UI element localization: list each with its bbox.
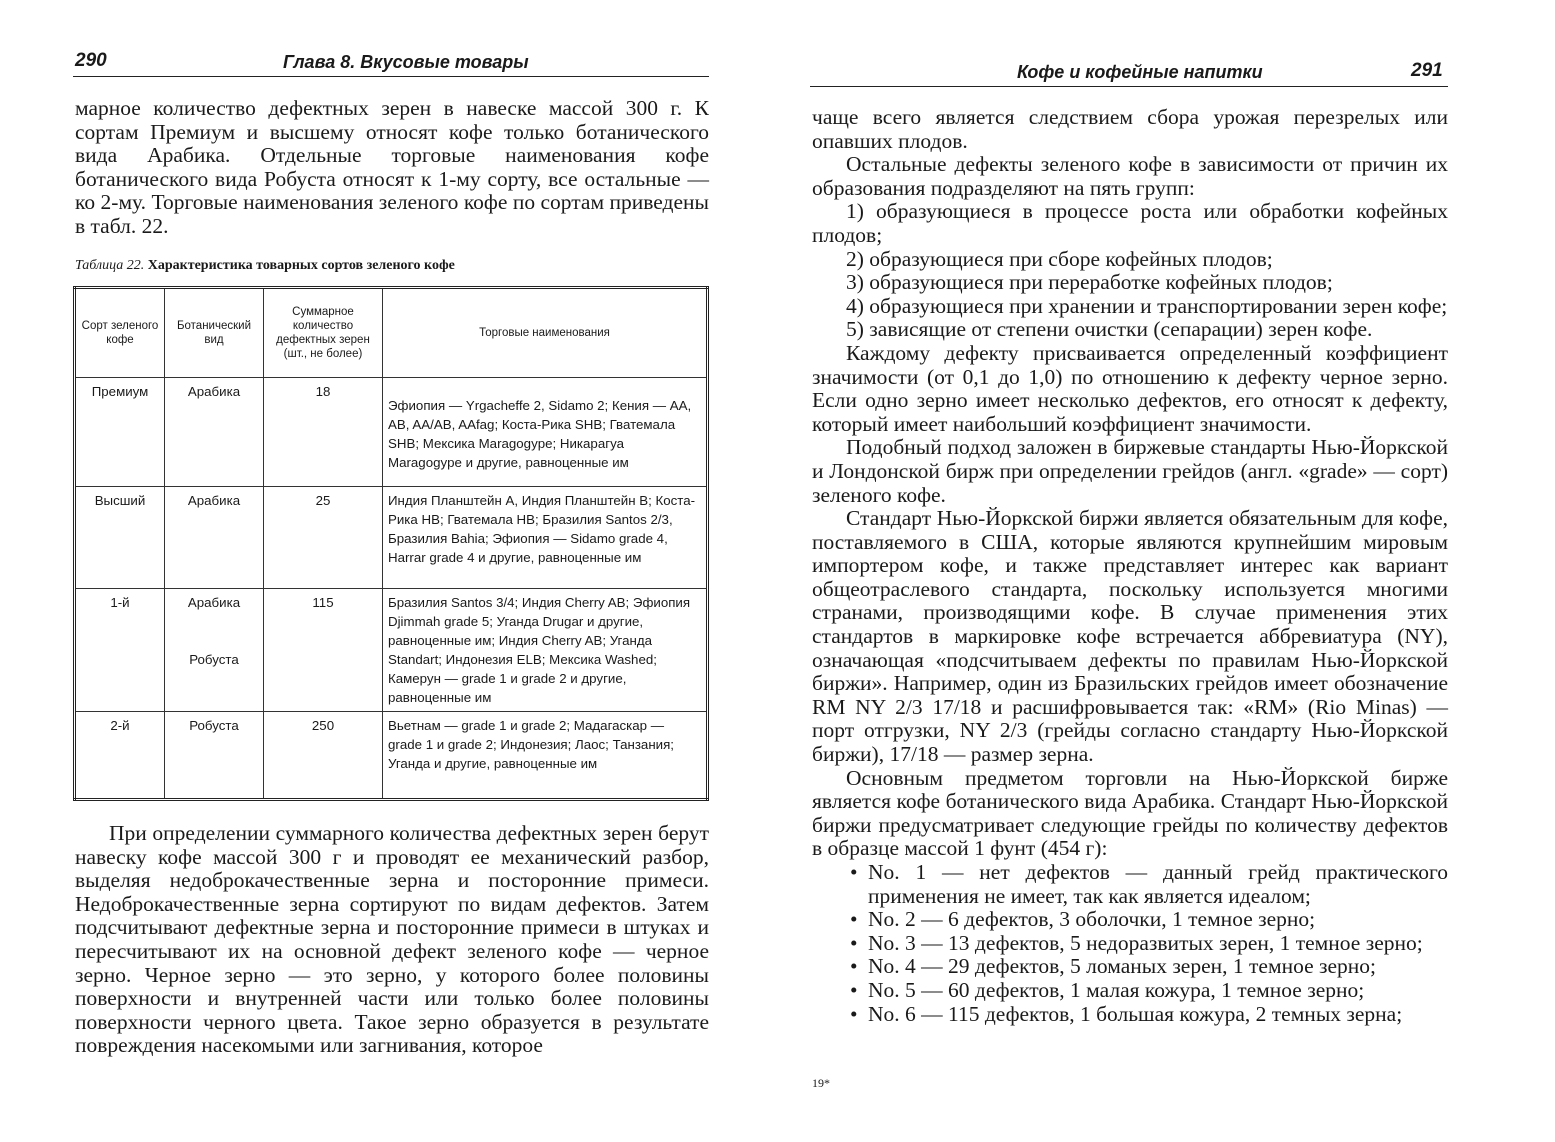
list-item: • No. 3 — 13 дефектов, 5 недоразвитых зерен, 1 темное зерно; <box>812 932 1448 956</box>
signature-mark: 19* <box>812 1076 830 1090</box>
header-defects: Суммарное количество дефектных зерен (шт., не более) <box>264 288 383 378</box>
group-item: 2) образующиеся при сборе кофейных плодов; <box>846 246 1273 271</box>
group-item: 3) образующиеся при переработке кофейных плодов; <box>846 270 1333 295</box>
list-item: • No. 5 — 60 дефектов, 1 малая кожура, 1 темное зерно; <box>812 979 1448 1003</box>
page-number-left: 290 <box>75 50 107 71</box>
cell-species: Арабика <box>187 595 241 610</box>
header-species: Ботанический вид <box>165 288 264 378</box>
list-item: • No. 1 — нет дефектов — данный грейд практического применения не имеет, так как является идеалом; <box>812 861 1448 908</box>
table-row <box>75 378 708 487</box>
header-grade: Сорт зеленого кофе <box>75 288 165 378</box>
cell-trade-names: Вьетнам — grade 1 и grade 2; Мадагаскар — grade 1 и grade 2; Индонезия; Лаос; Танзания; Уганда и другие, равноценные им <box>383 712 708 800</box>
cell-species: Арабика <box>165 378 264 487</box>
list-item: • No. 6 — 115 дефектов, 1 большая кожура, 2 темных зерна; <box>812 1003 1448 1027</box>
cell-defects: 25 <box>264 487 383 589</box>
cell-species: Робуста <box>165 712 264 800</box>
right-body <box>812 106 1448 1026</box>
paragraph-3: Каждому дефекту присваивается определенный коэффициент значимости (от 0,1 до 1,0) по отношению к дефекту черное зерно. Если одно зерно имеет несколько дефектов, его относят к дефекту, который имеет наибольший коэффициент значимости. <box>812 340 1448 436</box>
group-item: 5) зависящие от степени очистки (сепарации) зерен кофе. <box>846 317 1373 342</box>
grades-table <box>73 286 709 801</box>
left-page <box>0 0 770 1142</box>
table-header-row <box>75 288 708 378</box>
table-caption <box>75 258 455 274</box>
header-rule-left <box>73 76 709 77</box>
paragraph-4: Подобный подход заложен в биржевые стандарты Нью-Йоркской и Лондонской бирж при определении грейдов (англ. «grade» — сорт) зеленого кофе. <box>812 435 1448 507</box>
paragraph-5: Стандарт Нью-Йоркской биржи является обязательным для кофе, поставляемого в США, которые являются крупнейшим мировым импортером кофе, и также представляет интерес как вариант общеотраслевого стандарта, поскольку используется многими странами, производящими кофе. В случае применения этих стандартов в маркировке кофе встречается аббревиатура (NY), означающая «подсчитываем дефекты по правилам Нью-Йоркской биржи». Например, один из Бразильских грейдов имеет обозначение RM NY 2/3 17/18 и расшифровывается так: «RM» (Rio Minas) — порт отгрузки, NY 2/3 (грейды согласно стандарту Нью-Йоркской биржи), 17/18 — размер зерна. <box>812 506 1448 767</box>
paragraph-6: Основным предметом торговли на Нью-Йоркской бирже является кофе ботанического вида Арабика. Стандарт Нью-Йоркской биржи предусматривает следующие грейды по количеству дефектов в образце массой 1 фунт (454 г): <box>812 765 1448 861</box>
cell-species-second: Робуста <box>189 652 239 667</box>
list-item: • No. 4 — 29 дефектов, 5 ломаных зерен, 1 темное зерно; <box>812 955 1448 979</box>
running-head-right: Кофе и кофейные напитки <box>1017 62 1263 82</box>
table-row <box>75 712 708 800</box>
cell-defects: 250 <box>264 712 383 800</box>
cell-defects: 18 <box>264 378 383 487</box>
cell-grade: 2-й <box>75 712 165 800</box>
table-row <box>75 589 708 712</box>
group-item: 4) образующиеся при хранении и транспортировании зерен кофе; <box>846 293 1448 318</box>
paragraph-top-text: марное количество дефектных зерен в навеске массой 300 г. К сортам Премиум и высшему относят кофе только ботанического вида Арабика. Отдельные торговые наименования кофе ботанического вида Робуста относят к 1-му сорту, все остальные — ко 2-му. Торговые наименования зеленого кофе по сортам приведены в табл. 22. <box>75 96 709 238</box>
table-caption-label: Таблица 22. <box>75 258 145 273</box>
group-item: 1) образующиеся в процессе роста или обработки кофейных плодов; <box>812 199 1448 247</box>
cell-trade-names: Индия Планштейн А, Индия Планштейн В; Коста-Рика HB; Гватемала HB; Бразилия Santos 2/3, Бразилия Bahia; Эфиопия — Sidamo grade 4, Harrar grade 4 и другие, равноценные им <box>383 487 708 589</box>
paragraph-bottom-text: При определении суммарного количества дефектных зерен берут навеску кофе массой 300 г и проводят ее механический разбор, выделяя недоброкачественные зерна и посторонние примеси. Недоброкачественные зерна сортируют по видам дефектов. Затем подсчитывают дефектные зерна и посторонние примеси в штуках и пересчитывают их на основной дефект зеленого кофе — черное зерно. Черное зерно — это зерно, у которого более половины поверхности и внутренней части или только более половины поверхности черного цвета. Такое зерно образуется в результате повреждения насекомыми или загнивания, которое <box>75 821 709 1058</box>
cell-trade-names: Бразилия Santos 3/4; Индия Cherry AB; Эфиопия Djimmah grade 5; Уганда Drugar и другие, равноценные им; Индия Cherry AB; Уганда Standart; Индонезия ELB; Мексика Washed; Камерун — grade 1 и grade 2 и другие, равноценные им <box>383 589 708 712</box>
header-trade-names: Торговые наименования <box>383 288 708 378</box>
table-caption-text: Характеристика товарных сортов зеленого кофе <box>147 258 455 273</box>
cell-species-pair <box>165 589 264 712</box>
table-row <box>75 487 708 589</box>
paragraph-top <box>75 97 709 239</box>
running-head-left: Глава 8. Вкусовые товары <box>283 52 529 72</box>
list-item: • No. 2 — 6 дефектов, 3 оболочки, 1 темное зерно; <box>812 908 1448 932</box>
paragraph-bottom <box>75 822 709 1058</box>
page-number-right: 291 <box>1411 60 1443 81</box>
cell-defects: 115 <box>264 589 383 712</box>
right-page <box>785 0 1555 1142</box>
cell-grade: 1-й <box>75 589 165 712</box>
header-rule-right <box>810 86 1448 87</box>
grades-list <box>812 861 1448 1026</box>
cell-trade-names: Эфиопия — Yrgacheffe 2, Sidamo 2; Кения — AA, AB, AA/AB, AAfag; Коста-Рика SHB; Гватемала SHB; Мексика Maragogype; Никарагуа Maragogype и другие, равноценные им <box>383 378 708 487</box>
paragraph-1: чаще всего является следствием сбора урожая перезрелых или опавших плодов. <box>812 105 1448 153</box>
paragraph-2: Остальные дефекты зеленого кофе в зависимости от причин их образования подразделяют на пять групп: <box>812 152 1448 200</box>
cell-grade: Премиум <box>75 378 165 487</box>
cell-species: Арабика <box>165 487 264 589</box>
cell-grade: Высший <box>75 487 165 589</box>
